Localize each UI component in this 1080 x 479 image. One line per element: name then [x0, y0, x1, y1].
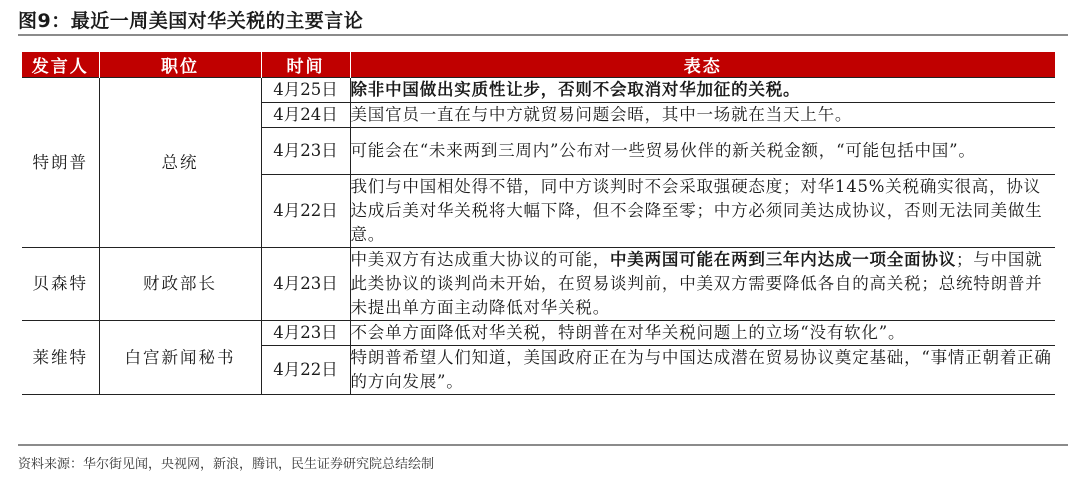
statement-text: 特朗普希望人们知道，美国政府正在为与中国达成潜在贸易协议奠定基础，“事情正朝着正确的方向发展”。	[350, 348, 1052, 391]
statement-text: 不会单方面降低对华关税，特朗普在对华关税问题上的立场“没有软化”。	[350, 323, 906, 342]
table-body	[22, 78, 1055, 395]
table-row	[22, 78, 1055, 103]
statement-emphasis: 除非中国做出实质性让步，否则不会取消对华加征的关税。	[350, 80, 801, 99]
table-row	[22, 321, 1055, 346]
date-cell: 4月24日	[261, 103, 350, 128]
statement-text: 可能会在“未来两到三周内”公布对一些贸易伙伴的新关税金额，“可能包括中国”。	[350, 141, 976, 160]
statement-emphasis: 中美两国可能在两到三年内达成一项全面协议	[610, 250, 956, 269]
statement-text: 我们与中国相处得不错，同中方谈判时不会采取强硬态度；对华145%关税确实很高，协议达成后美对华关税将大幅下降，但不会降至零；中方必须同美达成协议，否则无法同美做生意。	[350, 177, 1043, 244]
speaker-cell: 莱维特	[22, 321, 99, 395]
speaker-cell: 特朗普	[22, 78, 99, 248]
statements-table	[22, 52, 1055, 395]
header-time: 时间	[261, 52, 350, 78]
header-statement: 表态	[350, 52, 1055, 78]
statement-cell	[350, 175, 1055, 248]
date-cell: 4月23日	[261, 128, 350, 175]
statement-cell	[350, 346, 1055, 395]
role-cell: 财政部长	[99, 248, 261, 321]
date-cell: 4月23日	[261, 248, 350, 321]
source-divider	[18, 444, 1068, 446]
table-header-row	[22, 52, 1055, 78]
statement-text: ；与中国就此类协议的谈判尚未开始，在贸易谈判前，中美双方需要降低各自的高关税；总统特朗普并未提出单方面主动降低对华关税。	[350, 250, 1043, 317]
statement-text: 中美双方有达成重大协议的可能，	[350, 250, 610, 269]
table-row	[22, 248, 1055, 321]
role-cell: 白宫新闻秘书	[99, 321, 261, 395]
statement-cell	[350, 103, 1055, 128]
statement-cell	[350, 248, 1055, 321]
statement-text: 美国官员一直在与中方就贸易问题会晤，其中一场就在当天上午。	[350, 105, 853, 124]
date-cell: 4月23日	[261, 321, 350, 346]
date-cell: 4月25日	[261, 78, 350, 103]
date-cell: 4月22日	[261, 175, 350, 248]
statement-cell	[350, 321, 1055, 346]
source-note: 资料来源：华尔街见闻，央视网，新浪，腾讯，民生证券研究院总结绘制	[18, 457, 435, 472]
title-divider	[18, 34, 1068, 36]
role-cell: 总统	[99, 78, 261, 248]
statement-cell	[350, 78, 1055, 103]
header-speaker: 发言人	[22, 52, 99, 78]
statement-cell	[350, 128, 1055, 175]
figure-title: 图9：最近一周美国对华关税的主要言论	[18, 10, 364, 32]
speaker-cell: 贝森特	[22, 248, 99, 321]
header-role: 职位	[99, 52, 261, 78]
date-cell: 4月22日	[261, 346, 350, 395]
